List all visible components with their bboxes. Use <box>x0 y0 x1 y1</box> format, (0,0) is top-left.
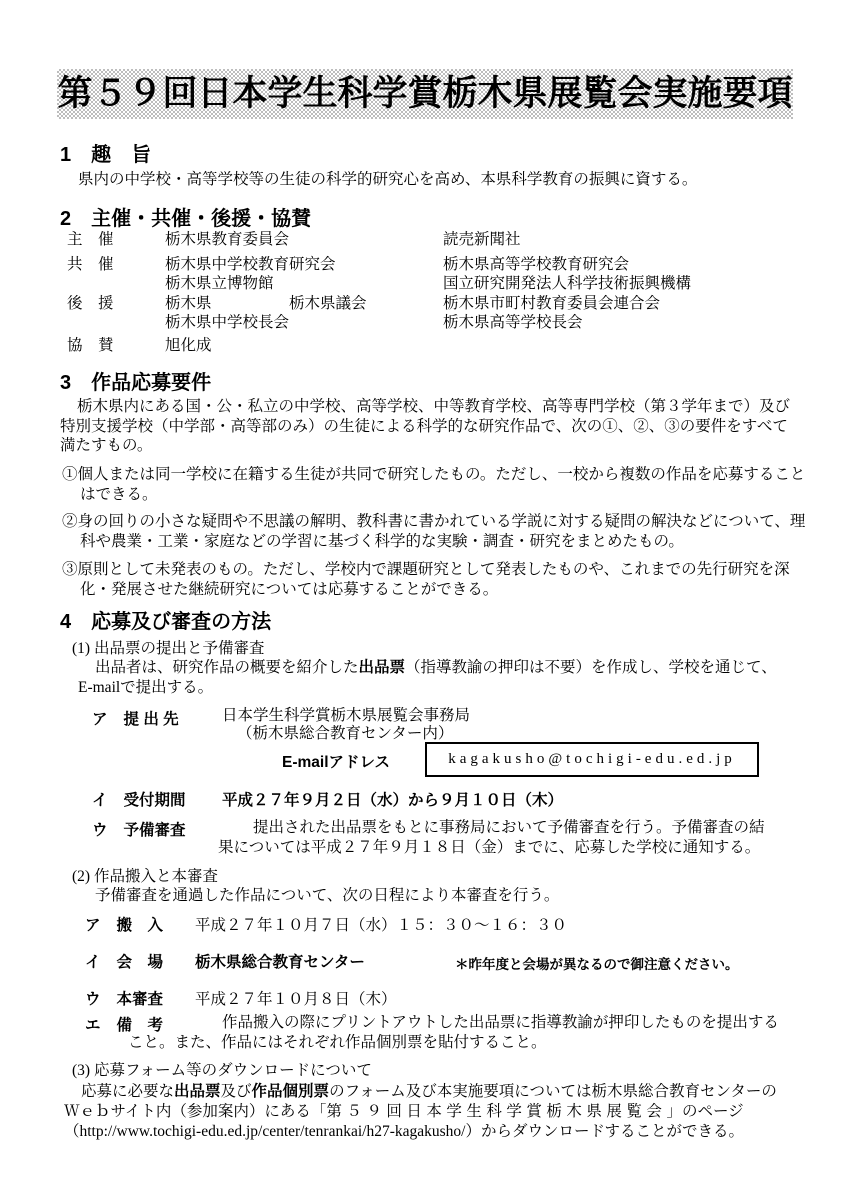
submit-to-line2: （栃木県総合教育センター内） <box>237 724 454 742</box>
period-content: 平成２７年９月２日（水）から９月１０日（木） <box>222 792 564 809</box>
requirement-text: 身の回りの小さな疑問や不思議の解明、教科書に書かれている学説に対する疑問の解決などについて、理科や農業・工業・家庭などの学習に基づく科学的な実験・調査・研究をまとめたもの。 <box>77 513 806 550</box>
organizer-name: 国立研究開発法人科学技術振興機構 <box>443 274 692 292</box>
organizer-name: 栃木県 栃木県議会 <box>165 295 367 312</box>
organizer-name: 栃木県中学校長会 <box>165 313 290 331</box>
row-title: 本審査 <box>116 991 164 1008</box>
pre-screening-content: 提出された出品票をもとに事務局において予備審査を行う。予備審査の結果については平成２７年９月１８日（金）までに、応募した学校に通知する。 <box>218 819 765 856</box>
row-label-submit-to <box>92 707 179 729</box>
requirement-marker: ② <box>62 513 78 530</box>
organizer-label: 共 催 <box>67 256 114 273</box>
subsection-4-1-heading: (1) 出品票の提出と予備審査 <box>72 640 265 657</box>
carry-in-content: 平成２７年１０月７日（水）１５：３０～１６：３０ <box>195 917 568 934</box>
row-title: 予備審査 <box>123 822 186 839</box>
email-address: kagakusho@tochigi-edu.ed.jp <box>448 751 736 767</box>
download-text: 及び <box>220 1083 252 1100</box>
organizer-name: 読売新聞社 <box>443 231 521 248</box>
email-address-box <box>425 742 759 777</box>
intro-text: （指導教諭の押印は不要）を作成し、学校を通じて、E-mailで提出する。 <box>78 659 777 696</box>
document-title: 第５９回日本学生科学賞栃木県展覧会実施要項 <box>57 74 793 113</box>
subsection-4-2-heading: (2) 作品搬入と本審査 <box>72 868 218 885</box>
organizer-name: 栃木県高等学校教育研究会 <box>443 256 630 273</box>
download-exhibition-name: 第５９回日本学生科学賞栃木県展覧会 <box>326 1103 667 1120</box>
row-label-period <box>92 788 186 810</box>
venue-note: ＊昨年度と会場が異なるので御注意ください。 <box>455 957 739 972</box>
email-label: E-mailアドレス <box>282 754 391 771</box>
section-1-body: 県内の中学校・高等学校等の生徒の科学的研究心を高め、本県科学教育の振興に資する。 <box>78 171 698 188</box>
requirement-marker: ① <box>62 466 78 483</box>
requirement-item-2 <box>62 512 820 551</box>
submit-to-line1: 日本学生科学賞栃木県展覧会事務局 <box>222 707 471 724</box>
final-screening-content: 平成２７年１０月８日（木） <box>195 991 397 1008</box>
organizer-name: 栃木県立博物館 <box>165 274 274 292</box>
download-bold-text: 出品票 <box>174 1083 221 1100</box>
download-text: のフォーム及び本実施要項については栃木県総合教育センターのＷｅｂサイト内（参加案内）にある「 <box>64 1083 777 1120</box>
row-label-carry-in <box>85 913 163 935</box>
row-kana: イ <box>92 792 108 809</box>
requirement-marker: ③ <box>62 561 78 578</box>
row-title: 搬 入 <box>116 917 164 934</box>
download-bold-text: 作品個別票 <box>251 1083 330 1100</box>
organizer-row-kyosan <box>67 337 807 356</box>
row-title: 提 出 先 <box>123 711 179 728</box>
requirement-item-1 <box>62 465 820 504</box>
row-label-final-screening <box>85 987 163 1009</box>
organizer-label: 主 催 <box>67 231 114 248</box>
download-text: 応募に必要な <box>81 1083 175 1100</box>
venue-content: 栃木県総合教育センター <box>195 954 365 971</box>
subsection-4-2-intro: 予備審査を通過した作品について、次の日程により本審査を行う。 <box>95 887 560 904</box>
row-label-pre-screening <box>92 818 186 840</box>
organizer-name: 栃木県市町村教育委員会連合会 <box>443 295 661 312</box>
subsection-4-3-paragraph <box>64 1082 792 1142</box>
subsection-4-1-intro <box>78 658 783 697</box>
row-kana: ア <box>85 917 101 934</box>
row-kana: エ <box>85 1017 101 1034</box>
row-title: 受付期間 <box>123 792 186 809</box>
organizer-row-koen <box>67 295 807 332</box>
section-4-heading: 4 応募及び審査の方法 <box>60 611 272 633</box>
row-kana: ウ <box>85 991 101 1008</box>
section-3-intro: 栃木県内にある国・公・私立の中学校、高等学校、中等教育学校、高等専門学校（第３学年まで）及び特別支援学校（中学部・高等部のみ）の生徒による科学的な研究作品で、次の①、②、③の要件をすべて満たすもの。 <box>60 398 791 454</box>
section-2-heading: 2 主催・共催・後援・協賛 <box>60 208 312 230</box>
requirement-text: 個人または同一学校に在籍する生徒が共同で研究したもの。ただし、一校から複数の作品を応募することはできる。 <box>77 466 806 503</box>
organizer-name: 栃木県教育委員会 <box>165 231 290 248</box>
section-3-heading: 3 作品応募要件 <box>60 372 212 394</box>
submit-to-content <box>222 707 470 742</box>
download-text: 」のページ（http://www.tochigi-edu.ed.jp/center/tenrankai/h27-kagakusho/）からダウンロードすることができる。 <box>64 1103 744 1140</box>
row-title: 会 場 <box>116 954 164 971</box>
row-label-venue <box>85 950 163 972</box>
organizer-label: 協 賛 <box>67 337 114 354</box>
row-title: 備 考 <box>116 1017 164 1034</box>
row-kana: ア <box>92 711 108 728</box>
organizer-label: 後 援 <box>67 295 114 312</box>
intro-text: 出品者は、研究作品の概要を紹介した <box>95 659 359 676</box>
remarks-content: 作品搬入の際にプリントアウトした出品票に指導教諭が押印したものを提出すること。また、作品にはそれぞれ作品個別票を貼付すること。 <box>128 1014 779 1051</box>
organizer-row-shusai <box>67 231 807 250</box>
organizer-row-kyosai <box>67 256 807 293</box>
document-title-banner <box>57 69 793 119</box>
subsection-4-3-heading: (3) 応募フォーム等のダウンロードについて <box>72 1062 372 1079</box>
organizer-name: 旭化成 <box>165 337 212 354</box>
requirement-text: 原則として未発表のもの。ただし、学校内で課題研究として発表したものや、これまでの先行研究を深化・発展させた継続研究については応募することができる。 <box>77 561 790 598</box>
intro-bold-text: 出品票 <box>358 659 406 676</box>
section-1-heading: 1 趣 旨 <box>60 144 152 166</box>
requirement-item-3 <box>62 560 820 599</box>
organizer-name: 栃木県中学校教育研究会 <box>165 256 336 273</box>
row-kana: ウ <box>92 822 108 839</box>
row-kana: イ <box>85 954 101 971</box>
organizer-name: 栃木県高等学校長会 <box>443 313 583 331</box>
